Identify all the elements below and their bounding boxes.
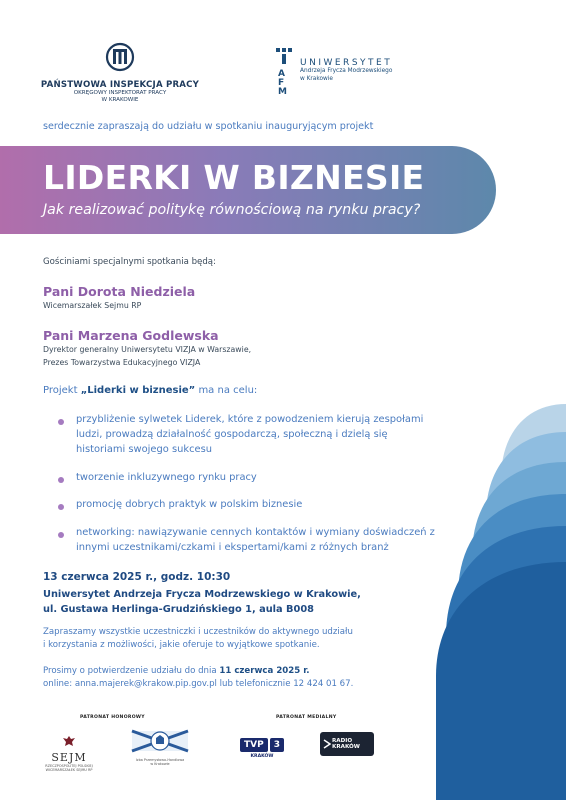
guest-name: Pani Marzena Godlewska bbox=[43, 328, 219, 344]
invite-all-text bbox=[43, 626, 463, 653]
bullet-dot-icon bbox=[58, 504, 64, 510]
list-item bbox=[58, 413, 438, 458]
list-item-text: networking: nawiązywanie cennych kontaktów i wymiany doświadczeń z innymi uczestnikami/czkami i ekspertami/kami z różnych branż bbox=[76, 527, 435, 554]
confirm-contact: online: anna.majerek@krakow.pip.gov.pl lub telefonicznie 12 424 01 67. bbox=[43, 679, 354, 690]
sejm-caption1: RZECZPOSPOLITEJ POLSKIEJ bbox=[45, 764, 93, 768]
bullet-dot-icon bbox=[58, 477, 64, 483]
guest-name: Pani Dorota Niedziela bbox=[43, 284, 196, 299]
project-goal-intro bbox=[43, 385, 257, 396]
chamber-caption1: Izba Przemysłowo-Handlowa bbox=[135, 758, 185, 762]
sejm-logo bbox=[40, 732, 98, 772]
tvp-channel-number: 3 bbox=[270, 738, 284, 752]
tvp3-logo bbox=[238, 732, 286, 759]
pip-logo bbox=[40, 42, 200, 105]
afm-title: UNIWERSYTET bbox=[300, 58, 393, 68]
radio-krakow-logo bbox=[320, 732, 374, 756]
bullet-dot-icon bbox=[58, 419, 64, 425]
pip-subtitle-line2: W KRAKOWIE bbox=[101, 97, 139, 104]
chamber-logo bbox=[130, 728, 190, 766]
radio-line1: RADIO bbox=[332, 738, 353, 744]
svg-text:A: A bbox=[278, 69, 285, 79]
event-venue bbox=[43, 588, 463, 617]
chamber-caption2: w Krakowie bbox=[150, 762, 170, 767]
chamber-emblem-icon bbox=[130, 728, 190, 754]
title-banner bbox=[0, 146, 496, 234]
guests-section bbox=[43, 257, 443, 368]
bullet-dot-icon bbox=[58, 532, 64, 538]
goal-prefix: Projekt bbox=[43, 385, 81, 396]
banner-subtitle: Jak realizować politykę równościową na rynku pracy? bbox=[43, 202, 421, 218]
guest-role: Prezes Towarzystwa Edukacyjnego VIZJA bbox=[43, 357, 201, 367]
guest-role: Wicemarszałek Sejmu RP bbox=[43, 301, 142, 310]
sejm-wordmark: SEJM bbox=[51, 751, 87, 764]
confirmation-text bbox=[43, 665, 463, 692]
guest-role: Dyrektor generalny Uniwersytetu VIZJA w Warszawie, bbox=[43, 345, 252, 355]
guests-label: Gościniami specjalnymi spotkania będą: bbox=[43, 257, 216, 267]
afm-subtitle-line1: Andrzeja Frycza Modrzewskiego bbox=[300, 68, 393, 74]
list-item-text: przybliżenie sylwetek Liderek, które z powodzeniem kierują zespołami ludzi, prowadzą działalność gospodarczą, społeczną i dzielą się historiami swojego sukcesu bbox=[76, 414, 424, 455]
afm-logo bbox=[270, 48, 420, 94]
invite-all-line2: i korzystania z możliwości, jakie oferuje to wyjątkowe spotkanie. bbox=[43, 640, 320, 651]
afm-emblem-icon bbox=[274, 48, 298, 94]
sejm-caption2: WICEMARSZAŁEK SEJMU RP bbox=[45, 768, 93, 773]
pip-subtitle-line1: OKRĘGOWY INSPEKTORAT PRACY bbox=[73, 90, 167, 96]
svg-text:F: F bbox=[278, 78, 285, 88]
event-date: 13 czerwca 2025 r., godz. 10:30 bbox=[43, 571, 231, 583]
list-item-text: promocję dobrych praktyk w polskim biznesie bbox=[76, 499, 303, 511]
radio-line2: KRAKÓW bbox=[332, 744, 360, 751]
pip-name: PAŃSTWOWA INSPEKCJA PRACY bbox=[40, 80, 200, 90]
afm-subtitle-line2: w Krakowie bbox=[300, 75, 333, 82]
radio-badge bbox=[320, 732, 374, 756]
project-name: „Liderki w biznesie” bbox=[80, 385, 196, 396]
honorary-patronage-label: PATRONAT HONOROWY bbox=[80, 715, 145, 720]
goal-suffix: ma na celu: bbox=[195, 385, 258, 396]
invite-all-line1: Zapraszamy wszystkie uczestniczki i uczestników do aktywnego udziału bbox=[43, 627, 353, 637]
svg-text:M: M bbox=[278, 87, 287, 94]
tvp-city: KRAKÓW bbox=[250, 754, 274, 759]
invitation-text: serdecznie zapraszają do udziału w spotkaniu inauguryjącym projekt bbox=[43, 121, 374, 132]
eagle-icon bbox=[62, 735, 76, 747]
radio-wave-icon bbox=[323, 739, 331, 749]
confirm-prefix: Prosimy o potwierdzenie udziału do dnia bbox=[43, 666, 220, 676]
banner-title: LIDERKI W BIZNESIE bbox=[43, 158, 425, 197]
tvp-wordmark: TVP bbox=[240, 738, 268, 752]
venue-line1: Uniwersytet Andrzeja Frycza Modrzewskiego w Krakowie, bbox=[43, 589, 361, 600]
venue-line2: ul. Gustawa Herlinga-Grudzińskiego 1, aula B008 bbox=[43, 603, 314, 615]
media-patronage-label: PATRONAT MEDIALNY bbox=[276, 715, 337, 720]
list-item bbox=[58, 498, 438, 513]
list-item bbox=[58, 471, 438, 486]
goals-list bbox=[58, 413, 438, 569]
list-item bbox=[58, 526, 438, 556]
list-item-text: tworzenie inkluzywnego rynku pracy bbox=[76, 471, 257, 483]
confirm-deadline: 11 czerwca 2025 r. bbox=[219, 666, 310, 676]
pip-emblem-icon bbox=[105, 42, 135, 72]
